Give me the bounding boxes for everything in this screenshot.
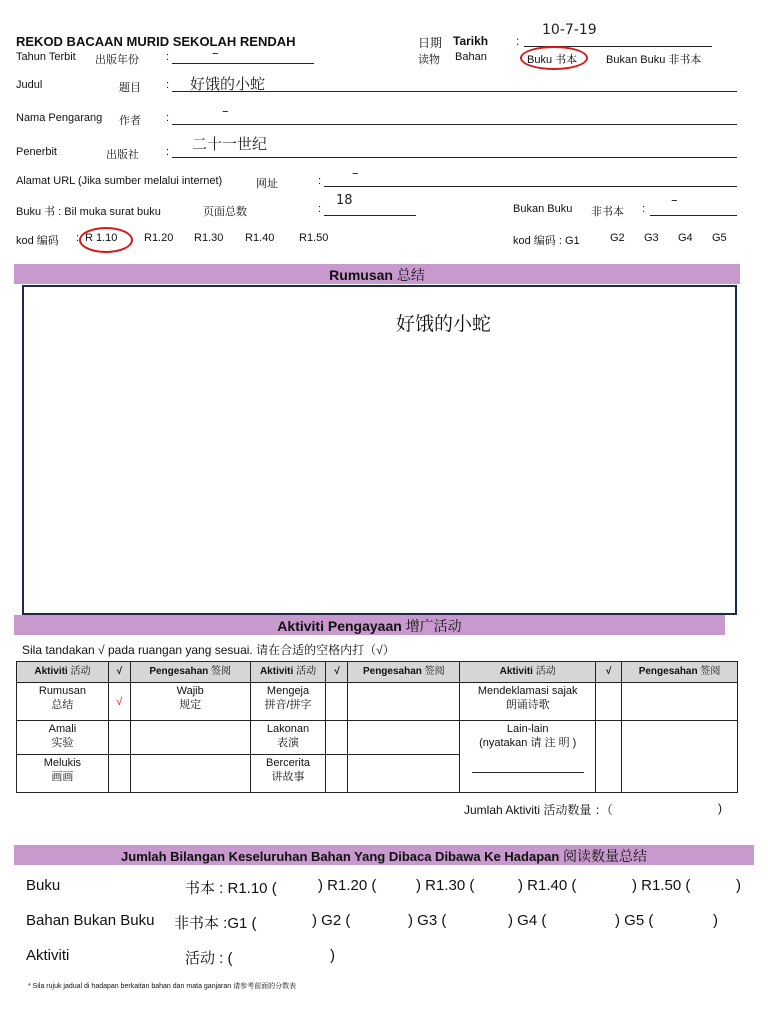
activities-total-close: )	[718, 801, 722, 815]
kod-g2[interactable]: G2	[610, 232, 625, 244]
form-title: REKOD BACAAN MURID SEKOLAH RENDAH	[16, 34, 296, 49]
activity-melukis: Melukis 画画	[17, 755, 109, 793]
totals-book-r140[interactable]: ) R1.40 (	[518, 877, 577, 894]
publisher-colon: :	[166, 146, 170, 158]
summary-heading-zh: 总结	[396, 267, 425, 283]
check-sajak[interactable]	[596, 683, 622, 721]
check-rumusan[interactable]: √	[108, 683, 130, 721]
totals-book-close[interactable]: )	[736, 877, 741, 894]
activity-lain-lain: Lain-lain (nyatakan 请 注 明 )	[460, 721, 596, 793]
footnote: * Sila rujuk jadual di hadapan berkaitan bahan dan mata ganjaran 请参考前面的分数表	[28, 983, 297, 990]
url-label: Alamat URL (Jika sumber melalui internet)	[16, 175, 223, 187]
activity-sajak: Mendeklamasi sajak 朗诵诗歌	[460, 683, 596, 721]
kod-g5[interactable]: G5	[712, 232, 727, 244]
kod-r150[interactable]: R1.50	[299, 232, 329, 244]
totals-nonbook-label: Bahan Bukan Buku	[26, 912, 155, 929]
kod-r120[interactable]: R1.20	[144, 232, 174, 244]
check-bercerita[interactable]	[326, 755, 348, 793]
kod-label: kod 编码	[16, 235, 59, 247]
title-label-zh: 题目	[119, 82, 141, 94]
totals-book-r120[interactable]: ) R1.20 (	[318, 877, 377, 894]
publisher-value[interactable]: 二十一世纪	[192, 135, 268, 153]
date-label: Tarikh	[453, 34, 489, 48]
verify-bercerita[interactable]	[348, 755, 460, 793]
kod-r140[interactable]: R1.40	[245, 232, 275, 244]
totals-nonbook-g5[interactable]: ) G5 (	[615, 912, 654, 929]
verify-lakonan[interactable]	[348, 721, 460, 755]
pages-label: Buku 书 : Bil muka surat buku	[16, 206, 161, 218]
title-colon: :	[166, 79, 170, 91]
nonbook-colon: :	[642, 203, 646, 215]
totals-book-start: 书本 : R1.10 (	[185, 880, 277, 897]
table-row	[17, 683, 738, 721]
activity-bercerita: Bercerita 讲故事	[250, 755, 326, 793]
year-line	[172, 63, 314, 64]
material-book-option[interactable]: Buku 书本	[527, 54, 578, 66]
pages-line	[324, 215, 416, 216]
col-activity-3: Aktiviti 活动	[460, 662, 596, 683]
material-book-selected-circle	[520, 46, 588, 70]
summary-heading	[14, 265, 740, 285]
col-check-3: √	[596, 662, 622, 683]
instruction-text: Sila tandakan √ pada ruangan yang sesuai.	[22, 643, 253, 657]
summary-content: 好饿的小蛇	[396, 313, 492, 335]
nonbook-value[interactable]: –	[671, 193, 678, 208]
date-value[interactable]: 10-7-19	[542, 22, 597, 38]
material-nonbook-option[interactable]: Bukan Buku 非书本	[606, 54, 702, 66]
totals-book-r130[interactable]: ) R1.30 (	[416, 877, 475, 894]
author-label: Nama Pengarang	[16, 112, 103, 124]
activity-rumusan: Rumusan 总结	[17, 683, 109, 721]
nonbook-label-zh: 非书本	[591, 206, 624, 218]
totals-nonbook-start: 非书本 :G1 (	[174, 915, 257, 932]
nonbook-label: Bukan Buku	[513, 203, 573, 215]
title-label: Judul	[16, 79, 43, 91]
url-line	[324, 186, 737, 187]
totals-nonbook-g2[interactable]: ) G2 (	[312, 912, 351, 929]
author-label-zh: 作者	[119, 115, 141, 127]
verify-lain-lain[interactable]	[622, 721, 738, 793]
activities-table	[16, 661, 738, 793]
date-colon: :	[516, 34, 520, 48]
year-label-zh: 出版年份	[95, 54, 139, 66]
kod-g-label: kod 编码 : G1	[513, 235, 580, 247]
activities-heading	[14, 616, 725, 636]
nonbook-line	[650, 215, 737, 216]
totals-header-band	[14, 845, 754, 865]
verify-amali[interactable]	[130, 721, 250, 755]
kod-selected-circle	[79, 227, 133, 253]
totals-heading-text: Jumlah Bilangan Keseluruhan Bahan Yang Dibaca Dibawa Ke Hadapan	[121, 849, 560, 864]
pages-colon: :	[318, 203, 322, 215]
lain-lain-line[interactable]	[472, 772, 584, 773]
totals-nonbook-g4[interactable]: ) G4 (	[508, 912, 547, 929]
table-row	[17, 721, 738, 755]
year-value[interactable]: –	[212, 46, 219, 61]
totals-activity-label: Aktiviti	[26, 947, 70, 964]
instruction-text-zh: 请在合适的空格内打（√）	[256, 643, 395, 657]
activity-amali: Amali 实验	[17, 721, 109, 755]
check-lakonan[interactable]	[326, 721, 348, 755]
activity-lakonan: Lakonan 表演	[250, 721, 326, 755]
totals-activity-start[interactable]: 活动 : (	[185, 950, 233, 967]
kod-g4[interactable]: G4	[678, 232, 693, 244]
pages-value[interactable]: 18	[336, 193, 353, 208]
title-value[interactable]: 好饿的小蛇	[190, 75, 266, 93]
author-line	[172, 124, 737, 125]
author-value[interactable]: –	[222, 104, 229, 119]
verify-melukis[interactable]	[130, 755, 250, 793]
activities-total-label: Jumlah Aktiviti 活动数量 ：（	[464, 803, 613, 817]
kod-r110[interactable]: R 1.10	[85, 232, 118, 244]
summary-box[interactable]	[22, 285, 737, 615]
year-label: Tahun Terbit	[16, 51, 76, 63]
col-activity-2: Aktiviti 活动	[250, 662, 326, 683]
activities-header-band	[14, 615, 725, 635]
author-colon: :	[166, 112, 170, 124]
url-value[interactable]: –	[352, 166, 359, 181]
kod-r130[interactable]: R1.30	[194, 232, 224, 244]
activities-instruction	[22, 641, 395, 658]
url-colon: :	[318, 175, 322, 187]
summary-heading-text: Rumusan	[329, 267, 393, 283]
totals-heading-zh: 阅读数量总结	[562, 848, 647, 864]
col-activity-1: Aktiviti 活动	[17, 662, 109, 683]
totals-book-r150[interactable]: ) R1.50 (	[632, 877, 691, 894]
activity-mengeja: Mengeja 拼音/拼字	[250, 683, 326, 721]
col-verify-3: Pengesahan 签阅	[622, 662, 738, 683]
col-verify-1: Pengesahan 签阅	[130, 662, 250, 683]
totals-heading	[14, 846, 754, 866]
totals-book-label: Buku	[26, 877, 61, 894]
totals-nonbook-g3[interactable]: ) G3 (	[408, 912, 447, 929]
summary-header-band	[14, 264, 740, 284]
url-label-zh: 网址	[256, 178, 278, 190]
col-verify-2: Pengesahan 签阅	[348, 662, 460, 683]
verify-mengeja[interactable]	[348, 683, 460, 721]
year-colon: :	[166, 51, 170, 63]
publisher-line	[172, 157, 737, 158]
verify-sajak[interactable]	[622, 683, 738, 721]
totals-nonbook-close[interactable]: )	[713, 912, 718, 929]
check-melukis[interactable]	[108, 755, 130, 793]
check-mengeja[interactable]	[326, 683, 348, 721]
check-lain-lain[interactable]	[596, 721, 622, 793]
publisher-label-zh: 出版社	[106, 149, 139, 161]
kod-colon: :	[76, 232, 80, 244]
date-label-zh: 日期	[418, 36, 443, 50]
col-check-2: √	[326, 662, 348, 683]
verify-wajib: Wajib 规定	[130, 683, 250, 721]
activities-heading-text: Aktiviti Pengayaan	[277, 618, 402, 634]
activities-heading-zh: 增广活动	[405, 618, 462, 634]
title-line	[172, 91, 737, 92]
material-label: Bahan	[455, 51, 487, 63]
totals-activity-close: )	[330, 947, 335, 964]
kod-g3[interactable]: G3	[644, 232, 659, 244]
material-label-zh: 读物	[418, 54, 440, 66]
publisher-label: Penerbit	[16, 146, 57, 158]
table-header-row	[17, 662, 738, 683]
check-amali[interactable]	[108, 721, 130, 755]
pages-label-zh: 页面总数	[203, 206, 247, 218]
col-check-1: √	[108, 662, 130, 683]
